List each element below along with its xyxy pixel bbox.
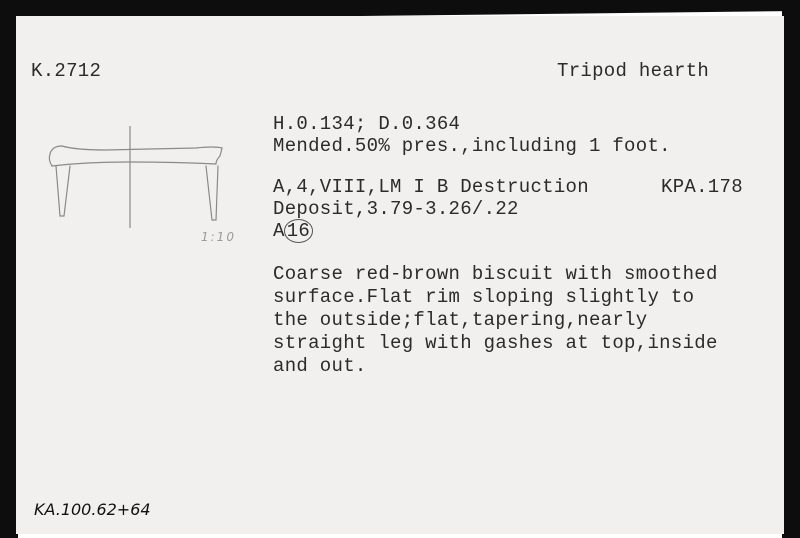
description-line-1: Coarse red-brown biscuit with smoothed — [273, 263, 718, 285]
scan-edge-right — [782, 0, 800, 538]
description-line-4: straight leg with gashes at top,inside — [273, 332, 718, 354]
drawing-scale: 1:10 — [201, 230, 236, 244]
context-line-2: Deposit,3.79-3.26/.22 — [273, 198, 519, 220]
preservation: Mended.50% pres.,including 1 foot. — [273, 135, 671, 157]
handwritten-note: KA.100.62+64 — [34, 500, 151, 519]
deposit-circled-number: 16 — [284, 219, 313, 243]
catalog-number: K.2712 — [31, 60, 102, 82]
object-name: Tripod hearth — [557, 60, 710, 82]
kpa-number: KPA.178 — [661, 176, 743, 198]
deposit-prefix: A — [273, 220, 285, 242]
description-line-3: the outside;flat,tapering,nearly — [273, 309, 648, 331]
description-line-5: and out. — [273, 355, 367, 377]
catalog-card — [16, 16, 784, 534]
tripod-hearth-drawing — [46, 126, 236, 228]
dimensions: H.0.134; D.0.364 — [273, 113, 461, 135]
deposit-ref — [273, 220, 313, 242]
context-line-1: A,4,VIII,LM I B Destruction — [273, 176, 589, 198]
description-line-2: surface.Flat rim sloping slightly to — [273, 286, 695, 308]
